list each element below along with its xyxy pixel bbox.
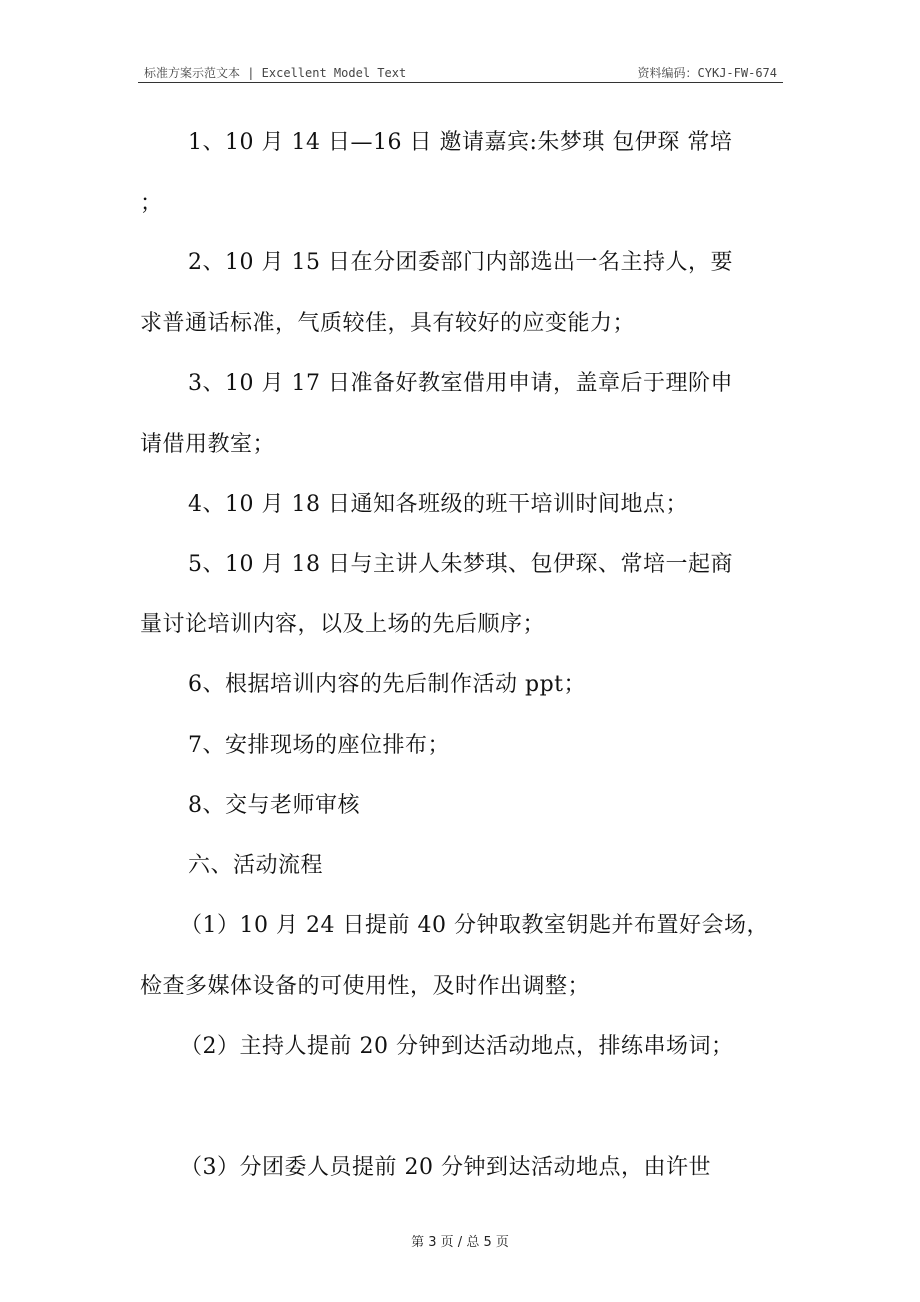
text-line: 3、10 月 17 日准备好教室借用申请，盖章后于理阶申 bbox=[188, 371, 733, 396]
text-line: 量讨论培训内容，以及上场的先后顺序； bbox=[140, 612, 546, 637]
section-heading: 六、活动流程 bbox=[188, 853, 324, 878]
text-line: 1、10 月 14 日—16 日 邀请嘉宾:朱梦琪 包伊琛 常培 bbox=[188, 130, 733, 155]
page-header bbox=[138, 60, 783, 83]
text-line: 检查多媒体设备的可使用性，及时作出调整； bbox=[140, 974, 591, 999]
text-line: 7、安排现场的座位排布； bbox=[188, 733, 450, 758]
text-line: （1）10 月 24 日提前 40 分钟取教室钥匙并布置好会场， bbox=[180, 913, 769, 938]
text-line: ； bbox=[140, 191, 163, 216]
page-number: 第 3 页 / 总 5 页 bbox=[411, 1235, 509, 1250]
header-doc-code: 资料编码：CYKJ-FW-674 bbox=[637, 66, 777, 80]
text-line: （3）分团委人员提前 20 分钟到达活动地点，由许世 bbox=[180, 1155, 711, 1180]
text-line: 6、根据培训内容的先后制作活动 ppt； bbox=[188, 672, 586, 697]
header-title: 标准方案示范文本 | Excellent Model Text bbox=[144, 66, 407, 80]
text-line: 请借用教室； bbox=[140, 432, 276, 457]
text-line: 求普通话标准，气质较佳，具有较好的应变能力； bbox=[140, 311, 636, 336]
text-line: 4、10 月 18 日通知各班级的班干培训时间地点； bbox=[188, 492, 688, 517]
text-line: 8、交与老师审核 bbox=[188, 793, 360, 818]
text-line: 5、10 月 18 日与主讲人朱梦琪、包伊琛、常培一起商 bbox=[188, 552, 733, 577]
text-line: （2）主持人提前 20 分钟到达活动地点，排练串场词； bbox=[180, 1034, 734, 1059]
text-line: 2、10 月 15 日在分团委部门内部选出一名主持人，要 bbox=[188, 250, 733, 275]
